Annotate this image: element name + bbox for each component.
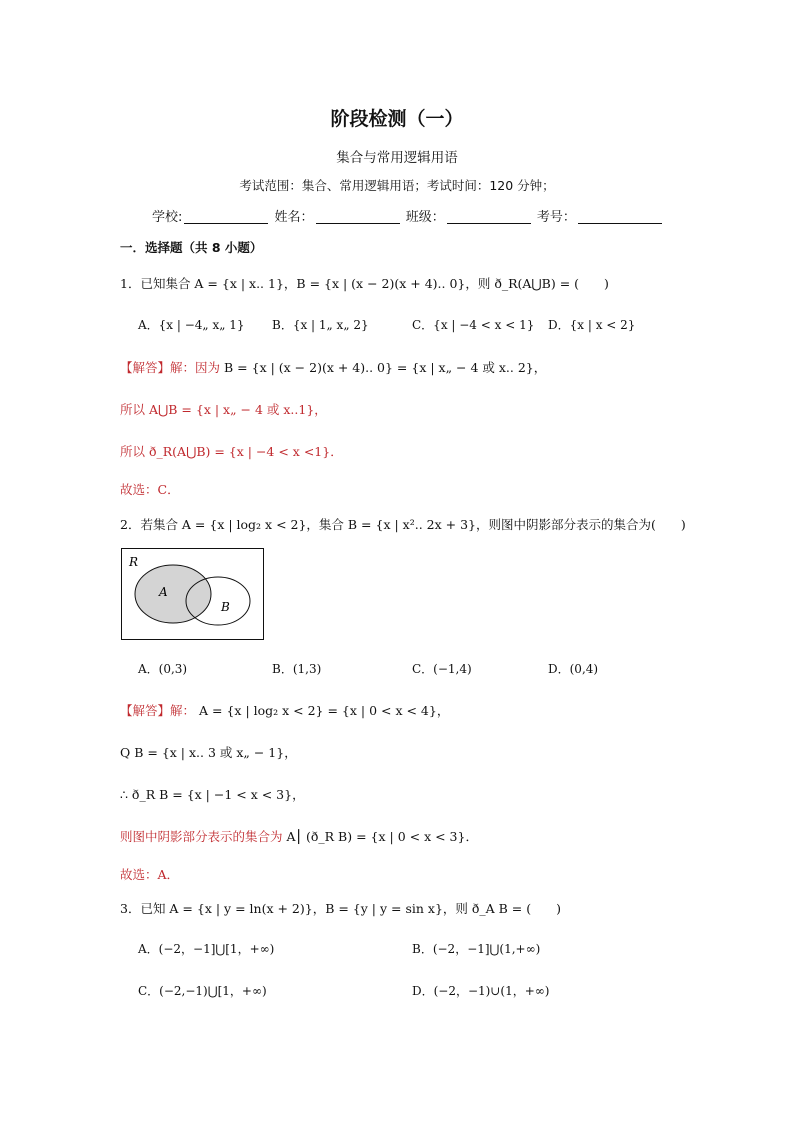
q2-option-a: A．(0,3)	[138, 662, 188, 676]
q2-option-b: B．(1,3)	[272, 662, 322, 676]
q1-stem: 1．已知集合 A = {x | x.. 1}，B = {x | (x − 2)(x + 4).. 0}，则 ð_R(A⋃B) = ( )	[120, 276, 609, 291]
solution-math: B = {x | (x − 2)(x + 4).. 0} = {x | x„ − 4 或 x.. 2}，	[224, 360, 547, 375]
solution-label: 【解答】	[120, 360, 171, 375]
q2-solution-line-1	[120, 701, 449, 719]
solution-text: 则图中阴影部分表示的集合为	[120, 829, 283, 844]
q1-option-a: A．{x | −4„ x„ 1}	[138, 318, 245, 332]
number-label: 考号：	[536, 210, 576, 225]
student-info	[152, 206, 664, 225]
venn-label-r: R	[129, 555, 139, 569]
solution-math: A = {x | log₂ x < 2} = {x | 0 < x < 4}，	[199, 703, 450, 718]
q2-solution-line-2: Q B = {x | x.. 3 或 x„ − 1}，	[120, 745, 297, 760]
q1-solution-line-1	[120, 358, 546, 376]
q3-stem: 3．已知 A = {x | y = ln(x + 2)}，B = {y | y = sin x}，则 ð_A B = ( )	[120, 901, 562, 916]
venn-diagram	[121, 548, 265, 645]
solution-label: 【解答】	[120, 703, 171, 718]
page-subtitle: 集合与常用逻辑用语	[336, 150, 458, 166]
class-field[interactable]	[447, 211, 531, 224]
q3-option-d: D．(−2，−1)∪(1，+∞)	[412, 984, 550, 998]
q1-solution-line-3: 所以 ð_R(A⋃B) = {x | −4 < x <1}．	[120, 444, 343, 459]
solution-text: 解：	[170, 703, 196, 718]
q2-solution-line-3: ∴ ð_R B = {x | −1 < x < 3}，	[120, 787, 305, 802]
q2-answer: 故选：A．	[120, 867, 180, 882]
solution-math: A⎮ (ð_R B) = {x | 0 < x < 3}．	[286, 829, 478, 844]
page-title: 阶段检测（一）	[330, 108, 464, 130]
number-field[interactable]	[578, 211, 662, 224]
venn-label-b: B	[221, 600, 230, 614]
q2-stem: 2．若集合 A = {x | log₂ x < 2}，集合 B = {x | x².. 2x + 3}，则图中阴影部分表示的集合为( )	[120, 517, 686, 532]
q2-solution-line-4	[120, 827, 478, 845]
q3-option-c: C．(−2,−1)⋃[1，+∞)	[138, 984, 267, 998]
exam-scope: 考试范围：集合、常用逻辑用语；考试时间：120 分钟；	[239, 178, 555, 193]
school-field[interactable]	[184, 211, 268, 224]
class-label: 班级：	[405, 210, 445, 225]
solution-text: 解：因为	[170, 360, 221, 375]
q1-solution-line-2: 所以 A⋃B = {x | x„ − 4 或 x..1}，	[120, 402, 327, 417]
venn-set-a	[135, 565, 211, 623]
name-field[interactable]	[316, 211, 400, 224]
name-label: 姓名：	[274, 210, 314, 225]
q3-option-a: A．(−2，−1]⋃[1，+∞)	[138, 942, 275, 956]
school-label: 学校:	[152, 210, 183, 225]
q1-option-c: C．{x | −4 < x < 1}	[412, 318, 535, 332]
section-heading: 一．选择题（共 8 小题）	[120, 240, 263, 255]
q2-option-d: D．(0,4)	[548, 662, 599, 676]
venn-svg	[121, 548, 265, 641]
venn-label-a: A	[159, 585, 168, 599]
q1-option-d: D．{x | x < 2}	[548, 318, 636, 332]
q1-answer: 故选：C．	[120, 482, 180, 497]
q2-option-c: C．(−1,4)	[412, 662, 472, 676]
q3-option-b: B．(−2，−1]⋃(1,+∞)	[412, 942, 541, 956]
q1-option-b: B．{x | 1„ x„ 2}	[272, 318, 369, 332]
